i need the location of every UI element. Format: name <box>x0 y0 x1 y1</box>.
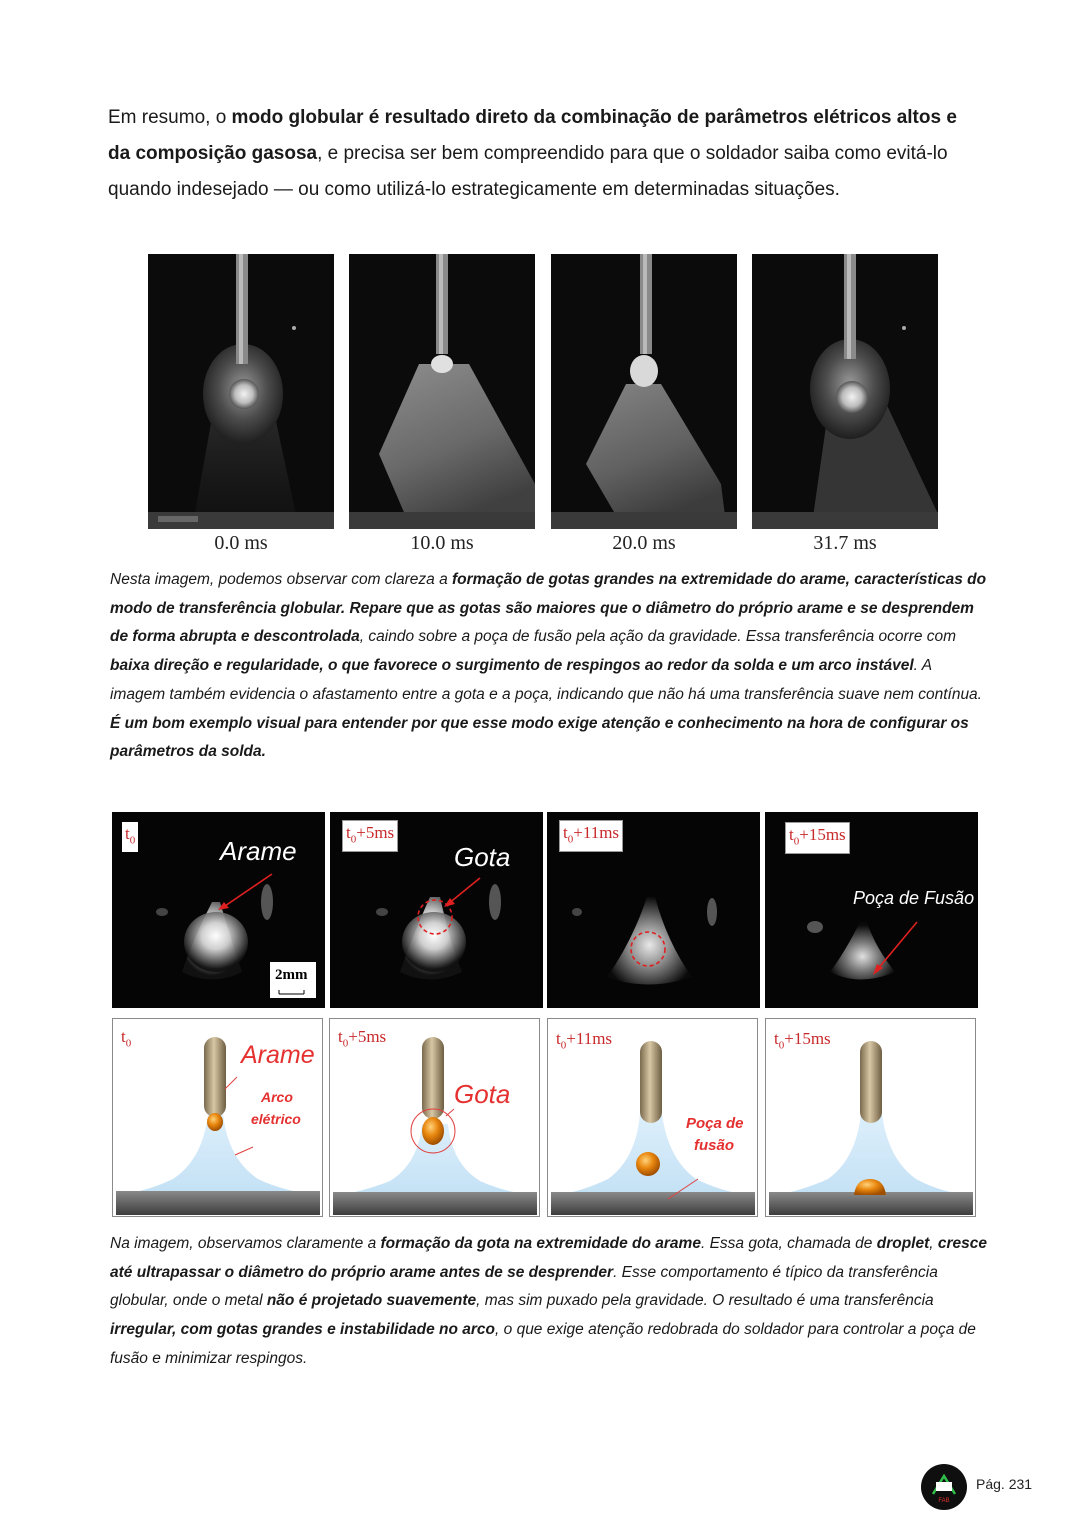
diagram-tag-1-base: t <box>121 1027 126 1046</box>
frame-label-2: 10.0 ms <box>410 532 474 554</box>
caption1-text-2: , caindo sobre a poça de fusão pela ação da gravidade. Essa transferência ocorre com <box>359 628 957 646</box>
diagram-tag-3-base: t <box>556 1029 561 1048</box>
caption2-bold-4: não é projetado suavemente <box>266 1292 477 1310</box>
photo-tag-3-base: t <box>563 823 568 842</box>
diagram-tag-3-suffix: +11ms <box>566 1029 613 1048</box>
caption2-text-4: . Esse comportamento é típico da transferência globular, onde o metal <box>110 1263 938 1310</box>
droplet-photo-3 <box>547 812 760 1008</box>
diagram-tag-4-base: t <box>774 1029 779 1048</box>
diagram-tag-4 <box>771 1027 834 1057</box>
diagram-label-poca-2: fusão <box>694 1137 735 1154</box>
photo-tag-4-base: t <box>789 825 794 844</box>
photo-tag-1-base: t <box>125 824 130 843</box>
diagram-tag-2-suffix: +5ms <box>348 1027 387 1046</box>
scale-bar-label: 2mm <box>275 967 308 983</box>
droplet-diagram-2 <box>329 1018 540 1217</box>
frame-label-3: 20.0 ms <box>612 532 676 554</box>
droplet-photo-4 <box>765 812 978 1008</box>
caption2-bold-5: irregular, com gotas grandes e instabilidade no arco <box>110 1321 496 1339</box>
photo-label-gota: Gota <box>454 842 511 872</box>
photo-tag-1 <box>122 822 138 852</box>
intro-text-2: , e precisa ser bem compreendido para que o soldador saiba como evitá-lo quando indesejado — ou como utilizá-lo estrategicamente em determinadas situações. <box>108 143 948 200</box>
droplet-photo-1 <box>112 812 325 1008</box>
page-number: Pág. 231 <box>976 1476 1033 1492</box>
caption1-text-3: . A imagem também evidencia o afastamento entre a gota e a poça, indicando que não há uma transferência suave nem contínua. <box>110 657 982 703</box>
photo-tag-4-suffix: +15ms <box>799 825 846 844</box>
diagram-tag-2-base: t <box>338 1027 343 1046</box>
publisher-logo <box>921 1464 967 1510</box>
photo-tag-2 <box>342 820 398 852</box>
frame-label-1: 0.0 ms <box>214 532 268 554</box>
diagram-tag-3-sub: 0 <box>560 1039 567 1052</box>
droplet-diagram-1 <box>112 1018 323 1217</box>
frame-photo-1 <box>148 254 334 529</box>
caption2-text-3: , <box>929 1235 938 1252</box>
photo-tag-4 <box>785 822 850 854</box>
photo-label-poca: Poça de Fusão <box>853 888 975 908</box>
intro-paragraph <box>108 100 968 208</box>
diagram-label-gota: Gota <box>454 1079 511 1109</box>
diagram-tag-1 <box>118 1025 134 1055</box>
diagram-label-poca-1: Poça de <box>686 1115 744 1132</box>
intro-text-1: Em resumo, o <box>108 107 232 128</box>
logo-text: FAB <box>938 1498 950 1504</box>
photo-tag-3-suffix: +11ms <box>573 823 620 842</box>
diagram-tag-1-sub: 0 <box>125 1037 132 1050</box>
intro-bold-1: modo globular é resultado direto da combinação de parâmetros elétricos altos e da composição gasosa <box>108 107 957 164</box>
caption1-bold-3: É um bom exemplo visual para entender por que esse modo exige atenção e conhecimento na hora de configurar os parâmetros da solda. <box>110 714 969 761</box>
droplet-diagram-4 <box>765 1018 976 1217</box>
diagram-label-arame: Arame <box>241 1041 315 1069</box>
caption1-text-1: Nesta imagem, podemos observar com clareza a <box>110 571 453 588</box>
diagram-tag-2 <box>335 1025 389 1055</box>
caption2-bold-2: droplet <box>876 1235 930 1252</box>
photo-tag-2-base: t <box>346 823 351 842</box>
photo-tag-2-suffix: +5ms <box>356 823 395 842</box>
diagram-tag-4-sub: 0 <box>778 1039 785 1052</box>
caption-figure-1 <box>110 566 990 767</box>
photo-tag-3 <box>559 820 623 852</box>
photo-tag-4-sub: 0 <box>793 835 800 848</box>
caption2-text-5: , mas sim puxado pela gravidade. O resultado é uma transferência <box>476 1292 934 1310</box>
frame-photo-2 <box>349 254 535 529</box>
photo-tag-2-sub: 0 <box>350 833 357 846</box>
droplet-diagram-3 <box>547 1018 758 1217</box>
diagram-label-arco-2: elétrico <box>251 1111 301 1127</box>
diagram-tag-2-sub: 0 <box>342 1037 349 1050</box>
caption2-text-2: . Essa gota, chamada de <box>700 1235 877 1252</box>
caption2-text-6: , o que exige atenção redobrada do soldador para controlar a poça de fusão e minimizar respingos. <box>110 1321 976 1367</box>
frame-label-4: 31.7 ms <box>813 532 877 554</box>
droplet-photo-2 <box>330 812 543 1008</box>
diagram-label-arco-1: Arco <box>261 1089 293 1105</box>
caption2-bold-3: cresce até ultrapassar o diâmetro do próprio arame antes de se desprender <box>110 1235 988 1281</box>
frame-photo-3 <box>551 254 737 529</box>
photo-tag-1-sub: 0 <box>129 834 136 847</box>
frame-photo-4 <box>752 254 938 529</box>
photo-label-arame: Arame <box>220 836 297 866</box>
diagram-tag-3 <box>553 1027 615 1057</box>
photo-tag-3-sub: 0 <box>567 833 574 846</box>
caption2-text-1: Na imagem, observamos claramente a <box>110 1235 381 1252</box>
caption1-bold-2: baixa direção e regularidade, o que favorece o surgimento de respingos ao redor da solda e um arco instável <box>110 657 914 675</box>
caption1-bold-1: formação de gotas grandes na extremidade do arame, características do modo de transferência globular. Repare que as gotas são maiores que o diâmetro do próprio arame e se desprendem de forma abrupta e descontrolada <box>110 571 987 646</box>
diagram-tag-4-suffix: +15ms <box>784 1029 831 1048</box>
caption-figure-2 <box>110 1230 990 1374</box>
caption2-bold-1: formação da gota na extremidade do arame <box>380 1235 701 1252</box>
